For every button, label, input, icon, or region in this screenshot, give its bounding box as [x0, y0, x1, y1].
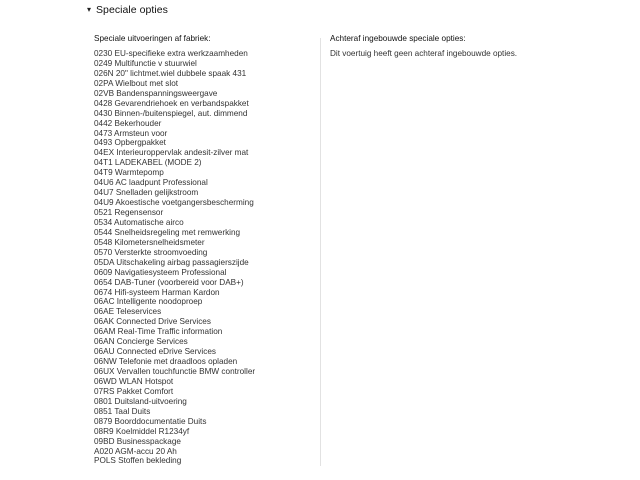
option-item: 0249 Multifunctie v stuurwiel [94, 58, 197, 68]
option-item: 05DA Uitschakeling airbag passagierszijde [94, 257, 249, 267]
factory-options-list [94, 49, 314, 466]
option-item: 0473 Armsteun voor [94, 128, 168, 138]
option-item: POLS Stoffen bekleding [94, 456, 182, 466]
option-item: 08R9 Koelmiddel R1234yf [94, 426, 190, 436]
option-item: 026N 20" lichtmet.wiel dubbele spaak 431 [94, 68, 247, 78]
aftermarket-options-heading: Achteraf ingebouwde speciale opties: [330, 34, 466, 43]
section-toggle[interactable] [87, 3, 168, 17]
factory-options-heading: Speciale uitvoeringen af fabriek: [94, 34, 211, 43]
factory-options-column [94, 33, 314, 466]
option-item: 0230 EU-specifieke extra werkzaamheden [94, 49, 248, 58]
option-item: 09BD Businesspackage [94, 436, 181, 446]
option-item: 0801 Duitsland-uitvoering [94, 396, 187, 406]
column-divider [320, 38, 321, 466]
option-item: 06AC Intelligente noodoproep [94, 297, 203, 307]
option-item: 04T9 Warmtepomp [94, 168, 164, 178]
option-item: 06AN Concierge Services [94, 337, 188, 347]
option-item: 04T1 LADEKABEL (MODE 2) [94, 158, 202, 168]
no-aftermarket-options-message: Dit voertuig heeft geen achteraf ingebouwde opties. [330, 49, 518, 58]
option-item: 0521 Regensensor [94, 208, 164, 217]
section-title: Speciale opties [96, 4, 168, 16]
option-item: 04U6 AC laadpunt Professional [94, 178, 208, 188]
option-item: 06AM Real-Time Traffic information [94, 327, 223, 337]
option-item: 0879 Boorddocumentatie Duits [94, 416, 207, 426]
option-item: 04EX Interieuroppervlak andesit-zilver mat [94, 148, 249, 158]
aftermarket-options-column [330, 33, 570, 59]
option-item: 0430 Binnen-/buitenspiegel, aut. dimmend [94, 108, 248, 118]
option-item: 0609 Navigatiesysteem Professional [94, 267, 227, 277]
option-item: 0442 Bekerhouder [94, 118, 162, 128]
option-item: 06WD WLAN Hotspot [94, 376, 174, 386]
option-item: 02PA Wielbout met slot [94, 78, 179, 88]
option-item: 06NW Telefonie met draadloos opladen [94, 357, 238, 367]
option-item: 06AE Teleservices [94, 307, 162, 317]
collapse-icon[interactable]: ▾ [87, 5, 92, 14]
option-item: 06UX Vervallen touchfunctie BMW controller [94, 367, 256, 376]
option-item: 0570 Versterkte stroomvoeding [94, 247, 208, 257]
option-item: 0851 Taal Duits [94, 406, 151, 416]
option-item: 04U9 Akoestische voetgangersbescherming [94, 198, 254, 208]
option-item: A020 AGM-accu 20 Ah [94, 446, 177, 456]
option-item: 07RS Pakket Comfort [94, 386, 174, 396]
option-item: 0493 Opbergpakket [94, 138, 166, 148]
option-item: 0544 Snelheidsregeling met remwerking [94, 227, 241, 237]
option-item: 04U7 Snelladen gelijkstroom [94, 188, 199, 198]
option-item: 0428 Gevarendriehoek en verbandspakket [94, 98, 249, 108]
option-item: 06AU Connected eDrive Services [94, 347, 216, 357]
option-item: 0548 Kilometersnelheidsmeter [94, 237, 205, 247]
option-item: 0654 DAB-Tuner (voorbereid voor DAB+) [94, 277, 244, 287]
option-item: 06AK Connected Drive Services [94, 317, 211, 327]
option-item: 0534 Automatische airco [94, 217, 184, 227]
option-item: 0674 Hifi-systeem Harman Kardon [94, 287, 220, 297]
option-item: 02VB Bandenspanningsweergave [94, 88, 218, 98]
